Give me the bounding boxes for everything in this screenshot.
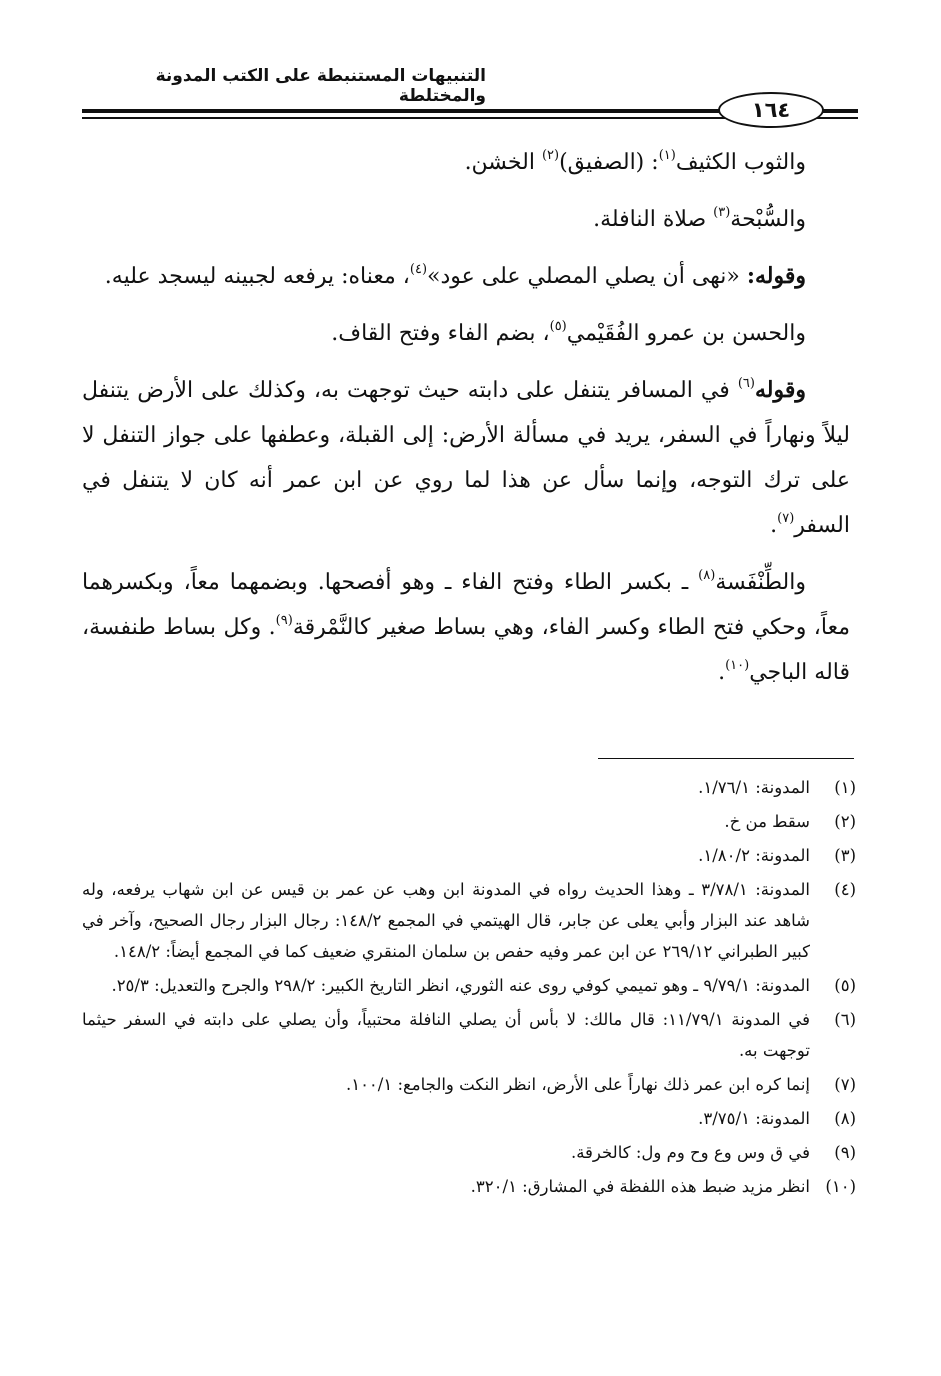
footnote-number: (١)	[834, 778, 856, 797]
footnote-item	[82, 1103, 856, 1134]
page-number: ١٦٤	[718, 92, 824, 128]
footnote-item	[82, 1171, 856, 1202]
footnote-number: (٩)	[834, 1143, 856, 1162]
text-run: .	[718, 660, 726, 685]
paragraph-subha	[82, 197, 850, 242]
text-run: والسُّبْحة	[730, 207, 806, 232]
footnote-number: (٣)	[834, 846, 856, 865]
paragraph-thawb	[82, 140, 850, 185]
footnote-number: (٦)	[834, 1010, 856, 1029]
paragraph-ud	[82, 254, 850, 299]
text-run: ـ بكسر الطاء وفتح الفاء ـ وهو أفصحها. وبضمهما معاً، وبكسرهما معاً، وحكي فتح الطاء وكسر الفاء، وهي بساط صغير كالنَّمْرقة	[82, 570, 850, 640]
footnote-text: المدونة: ٩/٧٩/١ ـ وهو تميمي كوفي روى عنه الثوري، انظر التاريخ الكبير: ٢٩٨/٢ والجرح والتعديل: ٢٥/٣.	[111, 976, 810, 995]
footnote-text: في المدونة ١١/٧٩/١: قال مالك: لا بأس أن يصلي النافلة محتبياً، وأن يصلي على دابته في السفر حيثما توجهت به.	[82, 1010, 810, 1060]
footnote-item	[82, 806, 856, 837]
footnote-item	[82, 840, 856, 871]
lead-word: وقوله:	[746, 263, 806, 289]
footnote-ref-1: (١)	[658, 148, 676, 163]
text-run: ، بضم الفاء وفتح القاف.	[331, 321, 550, 346]
main-text	[82, 140, 850, 707]
text-run: «نهى أن يصلي المصلي على عود»	[427, 264, 747, 289]
footnote-ref-10: (١٠)	[725, 658, 750, 673]
footnote-text: المدونة: ٣/٧٥/١.	[698, 1109, 810, 1128]
paragraph-tinfisa	[82, 560, 850, 695]
footnote-text: في ق وس وع وح وم ول: كالخرقة.	[570, 1143, 810, 1162]
text-run: ، معناه: يرفعه لجبينه ليسجد عليه.	[104, 264, 410, 289]
footnote-ref-4: (٤)	[409, 262, 428, 277]
text-run: . وكل بساط طنفسة، قاله الباجي	[82, 615, 850, 685]
footnote-number: (٤)	[834, 880, 856, 899]
text-run: والحسن بن عمرو الفُقَيْمي	[566, 321, 806, 346]
text-run: في المسافر يتنفل على دابته حيث توجهت به، وكذلك على الأرض يتنفل ليلاً ونهاراً في السفر، يريد في مسألة الأرض: إلى القبلة، وعطفها على جواز التنفل لا على ترك التوجه، وإنما سأل عن هذا لما روي عن ابن عمر أنه كان لا يتنفل في السفر	[82, 378, 850, 538]
running-title: التنبيهات المستنبطة على الكتب المدونة والمختلطة	[155, 66, 486, 106]
text-run: الخشن.	[464, 150, 542, 175]
footnote-number: (٢)	[834, 812, 856, 831]
paragraph-musafir	[82, 368, 850, 548]
footnote-number: (١٠)	[825, 1177, 856, 1196]
text-run: : (الصفيق)	[559, 150, 659, 175]
footnote-text: المدونة: ٣/٧٨/١ ـ وهذا الحديث رواه في المدونة ابن وهب عن عمر بن قيس عن ابن شهاب يرفعه، وله شاهد عند البزار وأبي يعلى عن جابر، قال الهيتمي في المجمع ١٤٨/٢: رجال البزار رجال الصحيح، وآخر في كبير الطبراني ٢٦٩/١٢ عن ابن عمر وفيه حفص بن سلمان المنقري ضعيف كما في المجمع أيضاً: ١٤٨/٢.	[82, 880, 810, 961]
footnotes	[82, 772, 856, 1205]
lead-word: وقوله	[754, 377, 806, 403]
footnote-item	[82, 772, 856, 803]
text-run: والثوب الكثيف	[675, 150, 806, 175]
footnote-ref-6: (٦)	[737, 376, 755, 391]
footnote-item	[82, 1004, 856, 1066]
footnote-item	[82, 1069, 856, 1100]
footnote-ref-5: (٥)	[549, 319, 567, 334]
text-run: صلاة النافلة.	[593, 207, 714, 232]
footnote-number: (٧)	[834, 1075, 856, 1094]
footnote-ref-3: (٣)	[713, 205, 731, 220]
footnote-number: (٥)	[834, 976, 856, 995]
footnote-separator	[598, 758, 854, 759]
footnote-ref-9: (٩)	[275, 613, 293, 628]
footnote-item	[82, 874, 856, 967]
footnote-ref-8: (٨)	[698, 568, 716, 583]
footnote-ref-7: (٧)	[777, 511, 795, 526]
paragraph-hasan	[82, 311, 850, 356]
footnote-item	[82, 970, 856, 1001]
footnote-text: انظر مزيد ضبط هذه اللفظة في المشارق: ٣٢٠/١.	[470, 1177, 810, 1196]
footnote-text: المدونة: ١/٧٦/١.	[698, 778, 810, 797]
footnote-item	[82, 1137, 856, 1168]
footnote-text: المدونة: ١/٨٠/٢.	[698, 846, 810, 865]
footnote-text: إنما كره ابن عمر ذلك نهاراً على الأرض، انظر النكت والجامع: ١٠٠/١.	[345, 1075, 810, 1094]
footnote-ref-2: (٢)	[541, 148, 560, 163]
footnote-text: سقط من خ.	[724, 812, 810, 831]
text-run: والطِّنْفَسة	[715, 570, 806, 595]
text-run: .	[770, 513, 778, 538]
footnote-number: (٨)	[834, 1109, 856, 1128]
